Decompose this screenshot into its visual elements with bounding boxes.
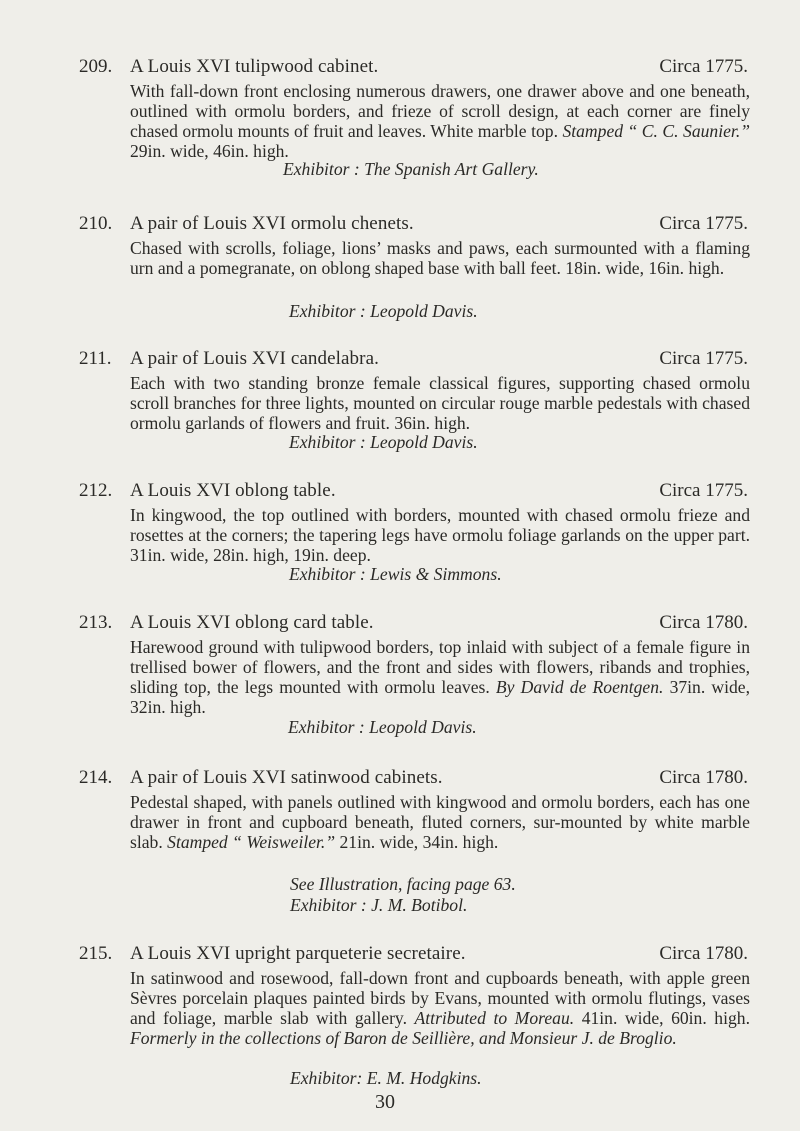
- lot-number: 215.: [79, 943, 113, 964]
- lot-number: 213.: [79, 612, 113, 633]
- lot-number: 210.: [79, 213, 113, 234]
- lot-exhibitor: Exhibitor : Leopold Davis.: [289, 432, 478, 452]
- lot-title: A pair of Louis XVI ormolu chenets.: [130, 213, 414, 234]
- lot-description: In kingwood, the top outlined with borders, mounted with chased ormolu frieze and rosettes at the corners; the tapering legs have ormolu foliage garlands on the upper part. 31in. wide, 28in. high, 19in. deep.: [130, 505, 750, 565]
- lot-title: A Louis XVI upright parqueterie secretaire.: [130, 943, 466, 964]
- lot-description: Pedestal shaped, with panels outlined with kingwood and ormolu borders, each has one drawer in front and cupboard beneath, fluted corners, sur-mounted by white marble slab. Stamped “ Weisweiler.” 21in. wide, 34in. high.: [130, 792, 750, 852]
- lot-number: 209.: [79, 56, 113, 77]
- lot-date: Circa 1775.: [659, 213, 748, 234]
- lot-date: Circa 1780.: [659, 612, 748, 633]
- lot-description: In satinwood and rosewood, fall-down front and cupboards beneath, with apple green Sèvres porcelain plaques painted birds by Evans, mounted with ormolu flutings, vases and foliage, marble slab with gallery. Attributed to Moreau. 41in. wide, 60in. high. Formerly in the collections of Baron de Seillière, and Monsieur J. de Broglio.: [130, 968, 750, 1048]
- catalogue-entry-211: [0, 348, 800, 468]
- lot-exhibitor: Exhibitor : Lewis & Simmons.: [289, 564, 502, 584]
- lot-description: Chased with scrolls, foliage, lions’ masks and paws, each surmounted with a flaming urn and a pomegranate, on oblong shaped base with ball feet. 18in. wide, 16in. high.: [130, 238, 750, 278]
- lot-number: 212.: [79, 480, 113, 501]
- lot-description: Harewood ground with tulipwood borders, top inlaid with subject of a female figure in trellised bower of flowers, and the front and sides with flowers, ribands and trophies, sliding top, the legs mounted with ormolu leaves. By David de Roentgen. 37in. wide, 32in. high.: [130, 637, 750, 717]
- lot-exhibitor: Exhibitor : The Spanish Art Gallery.: [283, 159, 539, 179]
- lot-date: Circa 1775.: [659, 348, 748, 369]
- lot-number: 211.: [79, 348, 112, 369]
- lot-exhibitor: Exhibitor : Leopold Davis.: [288, 717, 477, 737]
- lot-date: Circa 1775.: [659, 480, 748, 501]
- catalogue-entry-212: [0, 480, 800, 600]
- illustration-reference: See Illustration, facing page 63.: [290, 874, 516, 894]
- lot-description: Each with two standing bronze female classical figures, supporting chased ormolu scroll branches for three lights, mounted on circular rouge marble pedestals with chased ormolu garlands of flowers and fruit. 36in. high.: [130, 373, 750, 433]
- lot-title: A Louis XVI oblong table.: [130, 480, 336, 501]
- lot-title: A Louis XVI oblong card table.: [130, 612, 374, 633]
- lot-number: 214.: [79, 767, 113, 788]
- lot-description: With fall-down front enclosing numerous drawers, one drawer above and one beneath, outlined with ormolu borders, and frieze of scroll design, at each corner are finely chased ormolu mounts of fruit and leaves. White marble top. Stamped “ C. C. Saunier.” 29in. wide, 46in. high.: [130, 81, 750, 161]
- catalogue-entry-213: [0, 612, 800, 752]
- lot-title: A Louis XVI tulipwood cabinet.: [130, 56, 379, 77]
- catalogue-entry-209: [0, 56, 800, 196]
- lot-title: A pair of Louis XVI candelabra.: [130, 348, 379, 369]
- lot-title: A pair of Louis XVI satinwood cabinets.: [130, 767, 443, 788]
- lot-date: Circa 1780.: [659, 943, 748, 964]
- lot-date: Circa 1775.: [659, 56, 748, 77]
- catalogue-entry-214: [0, 767, 800, 927]
- lot-exhibitor: Exhibitor : Leopold Davis.: [289, 301, 478, 321]
- catalogue-entry-215: [0, 943, 800, 1093]
- page-number: 30: [375, 1091, 395, 1113]
- lot-date: Circa 1780.: [659, 767, 748, 788]
- lot-exhibitor: Exhibitor : J. M. Botibol.: [290, 895, 468, 915]
- catalogue-entry-210: [0, 213, 800, 333]
- lot-exhibitor: Exhibitor: E. M. Hodgkins.: [290, 1068, 482, 1088]
